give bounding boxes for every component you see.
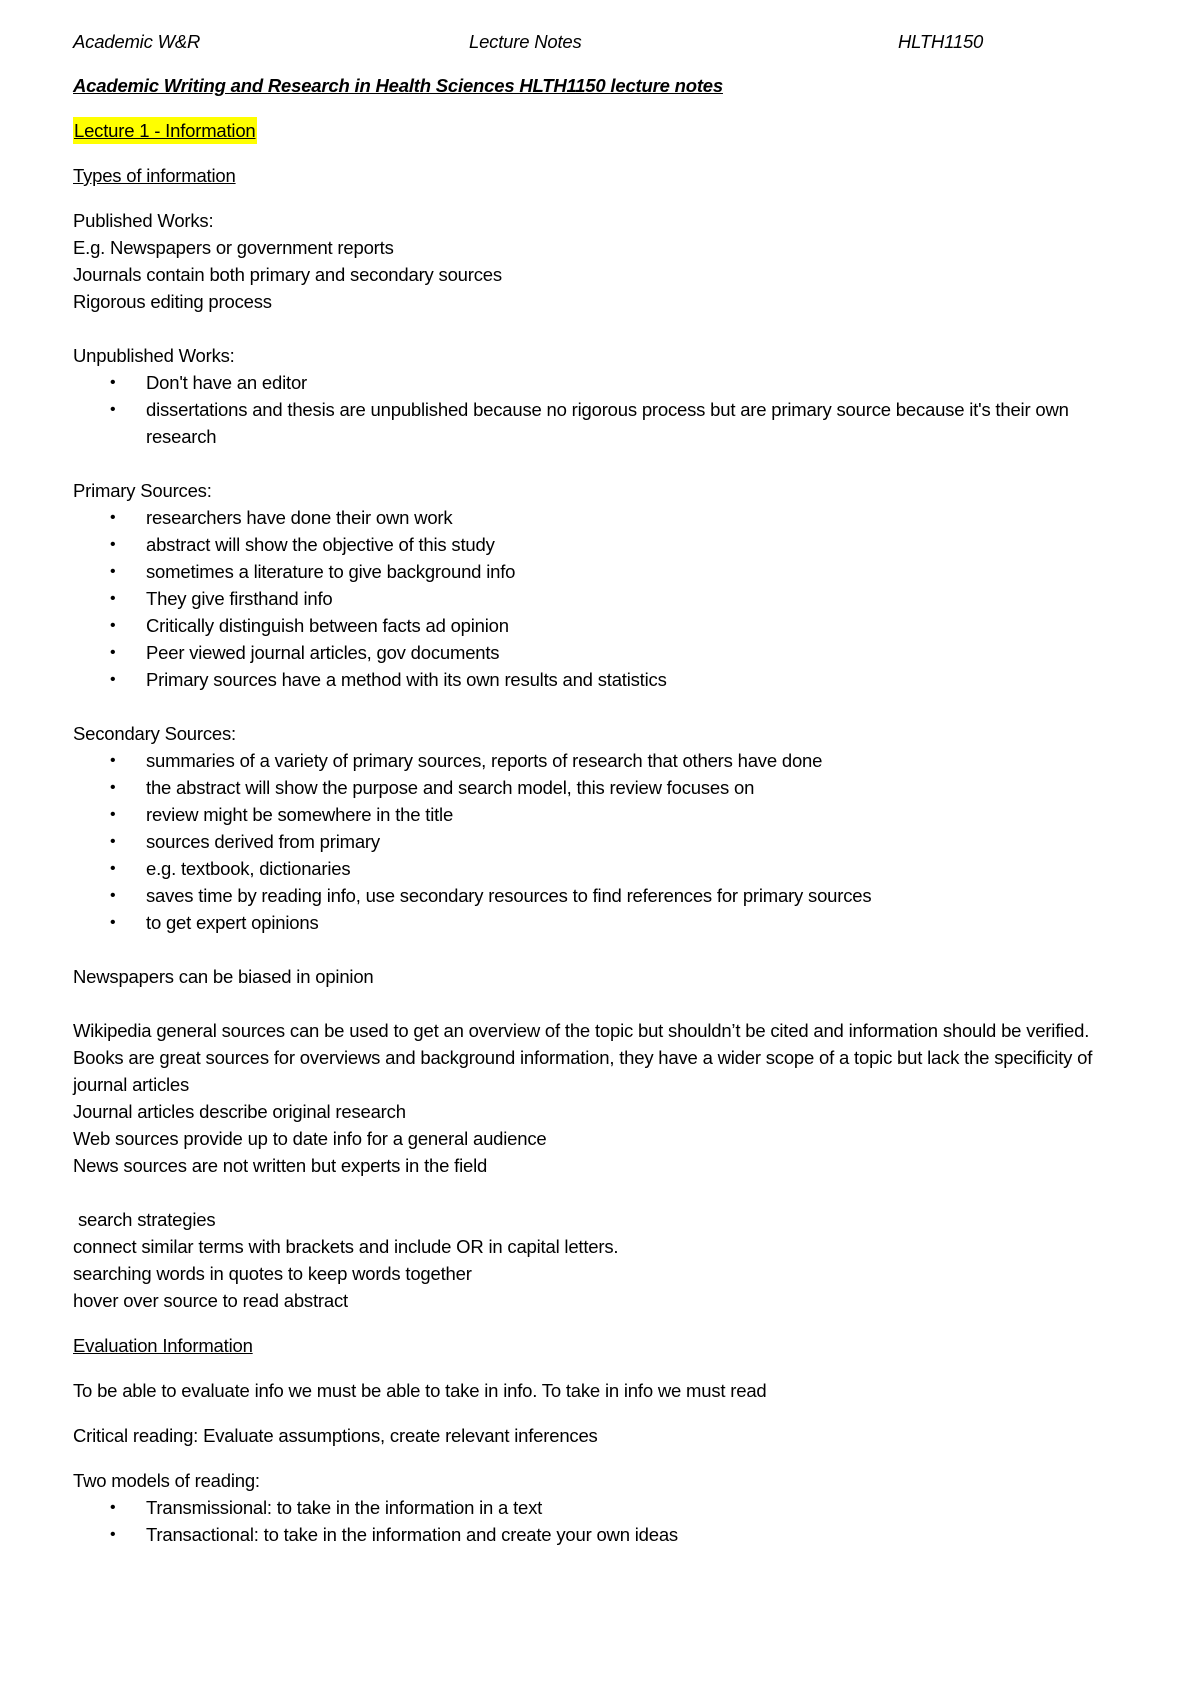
list-item: • Don't have an editor [73,369,1133,396]
bullet-icon: • [110,914,116,931]
bullet-icon: • [110,563,116,580]
published-label: Published Works: [73,210,214,231]
search-label: search strategies [73,1209,216,1230]
search-line: connect similar terms with brackets and include OR in capital letters. [73,1236,619,1257]
published-section [73,207,1133,315]
header-course-code: HLTH1150 [898,31,984,52]
books-note: Books are great sources for overviews and background information, they have a wider scope of a topic but lack the specificity of journal articles [73,1047,1093,1095]
document-body [73,72,1133,1548]
bullet-icon: • [110,536,116,553]
search-line: hover over source to read abstract [73,1290,348,1311]
list-item: • review might be somewhere in the title [73,801,1133,828]
document-title: Academic Writing and Research in Health Sciences HLTH1150 lecture notes [73,75,723,96]
reading-models-label: Two models of reading: [73,1470,260,1491]
header-doc-type: Lecture Notes [469,31,582,52]
primary-list [73,504,1133,693]
evaluation-note: To be able to evaluate info we must be able to take in info. To take in info we must read [73,1380,767,1401]
bullet-icon: • [110,887,116,904]
bullet-icon: • [110,590,116,607]
list-item: • abstract will show the objective of this study [73,531,1133,558]
published-line: E.g. Newspapers or government reports [73,237,394,258]
list-item: • sources derived from primary [73,828,1133,855]
published-line: Rigorous editing process [73,291,272,312]
news-note: News sources are not written but experts in the field [73,1155,488,1176]
list-item: • saves time by reading info, use secondary resources to find references for primary sources [73,882,1133,909]
journals-note: Journal articles describe original research [73,1101,406,1122]
search-section [73,1206,1133,1314]
published-line: Journals contain both primary and secondary sources [73,264,502,285]
header-course-short: Academic W&R [73,31,201,52]
list-item: • summaries of a variety of primary sources, reports of research that others have done [73,747,1133,774]
bullet-icon: • [110,1499,116,1516]
secondary-label: Secondary Sources: [73,723,236,744]
bullet-icon: • [110,1526,116,1543]
list-item: • They give firsthand info [73,585,1133,612]
secondary-section [73,720,1133,936]
bullet-icon: • [110,806,116,823]
wikipedia-note: Wikipedia general sources can be used to get an overview of the topic but shouldn’t be cited and information should be verified. [73,1020,1090,1041]
evaluation-heading: Evaluation Information [73,1335,253,1356]
types-heading: Types of information [73,165,236,186]
bullet-icon: • [110,671,116,688]
bullet-icon: • [110,374,116,391]
list-item: • Transmissional: to take in the information in a text [73,1494,1133,1521]
unpublished-section [73,342,1133,450]
bullet-icon: • [110,833,116,850]
primary-section [73,477,1133,693]
bullet-icon: • [110,779,116,796]
reading-models-list [73,1494,1133,1548]
bullet-icon: • [110,860,116,877]
bullet-icon: • [110,644,116,661]
search-line: searching words in quotes to keep words together [73,1263,472,1284]
secondary-list [73,747,1133,936]
sources-paragraph [73,1017,1133,1179]
page-header [73,31,1133,55]
web-note: Web sources provide up to date info for a general audience [73,1128,547,1149]
unpublished-label: Unpublished Works: [73,345,235,366]
list-item: • Primary sources have a method with its own results and statistics [73,666,1133,693]
primary-label: Primary Sources: [73,480,212,501]
critical-reading-note: Critical reading: Evaluate assumptions, create relevant inferences [73,1425,598,1446]
unpublished-list [73,369,1133,450]
bullet-icon: • [110,752,116,769]
reading-models-section [73,1467,1133,1548]
list-item: • Transactional: to take in the information and create your own ideas [73,1521,1133,1548]
list-item: • sometimes a literature to give background info [73,558,1133,585]
list-item: • Peer viewed journal articles, gov documents [73,639,1133,666]
list-item: • the abstract will show the purpose and search model, this review focuses on [73,774,1133,801]
list-item: • researchers have done their own work [73,504,1133,531]
list-item: • to get expert opinions [73,909,1133,936]
list-item: • e.g. textbook, dictionaries [73,855,1133,882]
bullet-icon: • [110,509,116,526]
bullet-icon: • [110,401,116,418]
list-item: • Critically distinguish between facts ad opinion [73,612,1133,639]
list-item: • dissertations and thesis are unpublished because no rigorous process but are primary source because it's their own research [73,396,1133,450]
bullet-icon: • [110,617,116,634]
newspapers-note: Newspapers can be biased in opinion [73,966,374,987]
lecture-heading: Lecture 1 - Information [73,117,257,144]
